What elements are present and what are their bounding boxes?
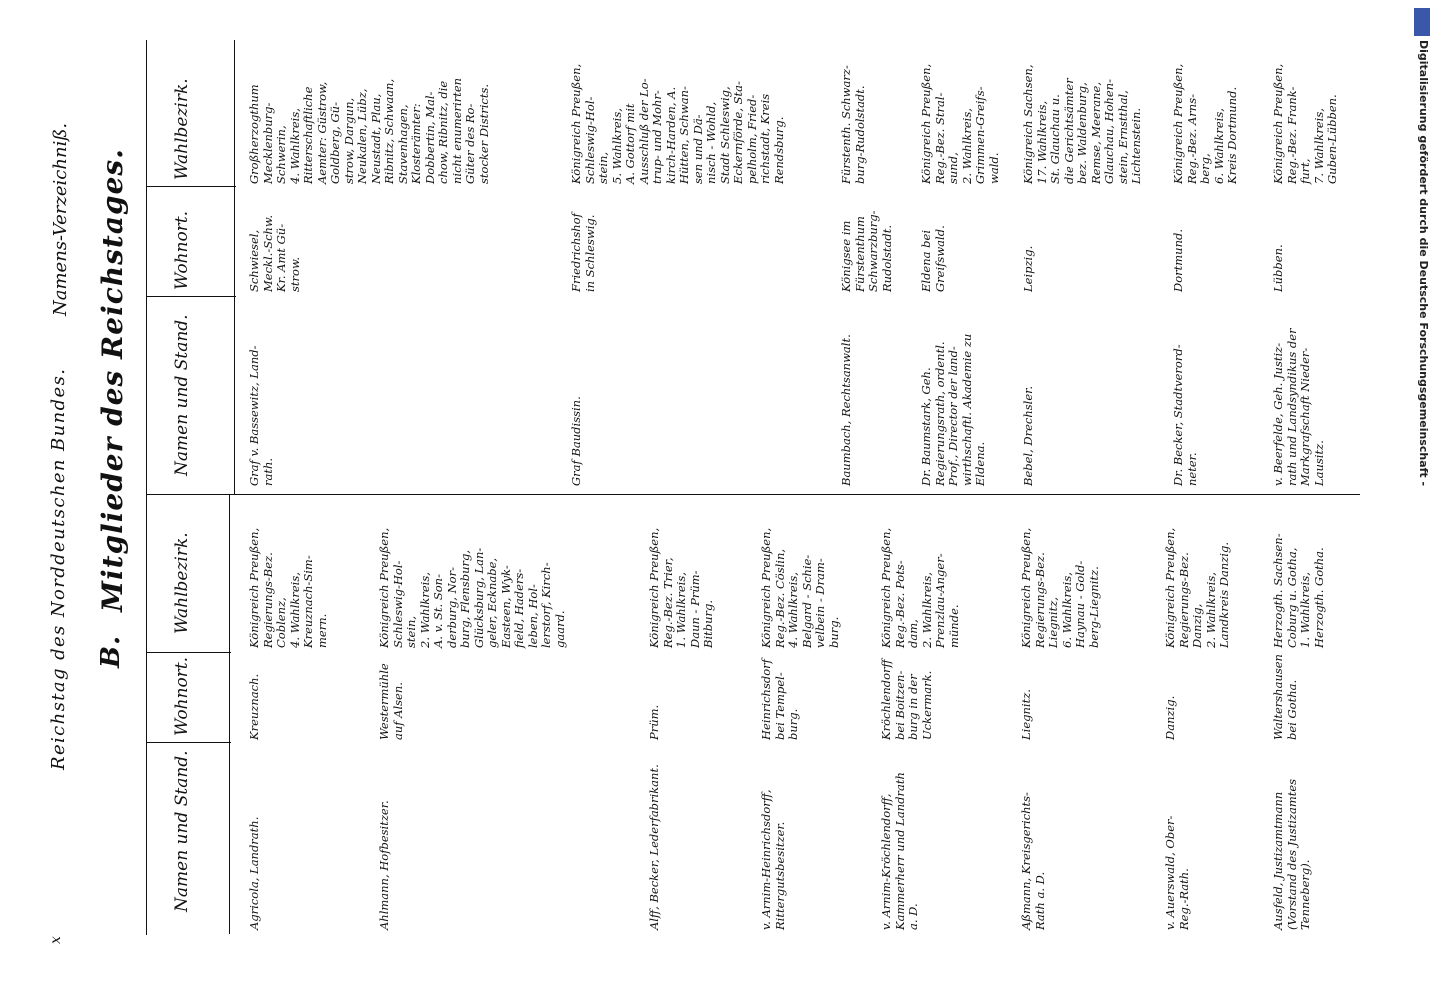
entry-bezirk: Königreich Preußen, Schleswig-Hol- stein, 5. Wahlkreis, A. Gottorf mit Ausschluß der Lo- trup- und Mohr- kirch-Harden, A. Hütten, Schwan- sen und Dä- nisch - Wohld, Stadt Schleswig, Eckernförde, Sta- pelholm, Fried- richstadt, Kreis Rendsburg. bbox=[569, 63, 786, 184]
col-rule-left-1 bbox=[146, 742, 231, 743]
entry-wohnort: Eldena bei Greifswald. bbox=[919, 225, 947, 292]
entry-wohnort: Kreuznach. bbox=[247, 673, 261, 740]
entry-bezirk: Königreich Preußen, Regierungs-Bez. Coblenz, 4. Wahlkreis, Kreuznach-Sim- mern. bbox=[247, 527, 329, 648]
center-divider bbox=[146, 494, 1360, 495]
entry-bezirk: Königreich Preußen, Reg.-Bez. Frank- furt, 7. Wahlkreis, Guben-Lübben. bbox=[1271, 63, 1339, 184]
section-title: Mitglieder des Reichstages. bbox=[96, 148, 129, 612]
entry-name: Alff, Becker, Lederfabrikant. bbox=[647, 764, 661, 930]
entry-bezirk: Königreich Preußen, Reg.-Bez. Trier, 1. Wahlkreis, Daun - Prüm- Bitburg. bbox=[647, 527, 715, 648]
digitization-credit: Digitalisierung gefördert durch die Deutsche Forschungsgemeinschaft - bbox=[1417, 40, 1430, 487]
entry-name: v. Auerswald, Ober- Reg.-Rath. bbox=[1163, 815, 1191, 930]
entry-bezirk: Königreich Preußen, Reg.-Bez. Stral- sund, 2. Wahlkreis, Grimmen-Greifs- wald. bbox=[919, 63, 1001, 184]
col-header-wohnort-left: Wohnort. bbox=[172, 656, 192, 736]
entry-bezirk: Königreich Preußen, Schleswig-Hol- stein, 2. Wahlkreis, A. v. St. Son- derburg, Nor- burg, Flensburg, Glücksburg, Lan- geler, Ecknabe, Easteen, Wyk- field, Haders- leben, Hol- lerstorf, Kirch- gaard. bbox=[377, 527, 567, 648]
running-head-title: Reichstag des Norddeutschen Bundes. bbox=[48, 367, 69, 770]
col-rule-left-2 bbox=[146, 652, 231, 653]
entry-wohnort: Dortmund. bbox=[1171, 229, 1185, 292]
entry-bezirk: Königreich Preußen, Reg.-Bez. Arns- berg, 6. Wahlkreis, Kreis Dortmund. bbox=[1171, 63, 1239, 184]
entry-name: Baumbach, Rechtsanwalt. bbox=[839, 334, 853, 486]
entry-bezirk: Königreich Preußen, Reg.-Bez. Pots- dam, 2. Wahlkreis, Prenzlau-Anger- münde. bbox=[879, 527, 961, 648]
entry-name: Graf v. Bassewitz, Land- rath. bbox=[247, 345, 275, 486]
col-rule-right-1 bbox=[146, 296, 236, 297]
entry-bezirk: Königreich Preußen, Reg.-Bez. Cöslin, 4. Wahlkreis, Belgard - Schie- velbein - Dram- burg. bbox=[759, 527, 841, 648]
entry-bezirk: Herzogth. Sachsen- Coburg u. Gotha, 1. Wahlkreis, Herzogth. Gotha. bbox=[1271, 533, 1326, 648]
page-number: x bbox=[48, 936, 64, 944]
entry-name: Aßmann, Kreisgerichts- Rath a. D. bbox=[1019, 792, 1047, 930]
entry-name: Agricola, Landrath. bbox=[247, 816, 261, 930]
col-header-bezirk-right: Wahlbezirk. bbox=[172, 78, 192, 180]
entry-wohnort: Heinrichsdorf bei Tempel- burg. bbox=[759, 659, 800, 740]
entry-bezirk: Königreich Preußen, Regierungs-Bez. Danzig, 2. Wahlkreis, Landkreis Danzig. bbox=[1163, 527, 1231, 648]
entry-bezirk: Königreich Sachsen, 17. Wahlkreis, St. Glauchau u. die Gerichtsämter bez. Waldenburg, Remse, Meerane, Glauchau, Hohen- stein, Ernstthal, Lichtenstein. bbox=[1021, 64, 1143, 184]
col-header-name-right: Namen und Stand. bbox=[172, 314, 192, 476]
entry-wohnort: Leipzig. bbox=[1021, 245, 1035, 292]
entry-wohnort: Liegnitz. bbox=[1019, 689, 1033, 740]
running-head-right: Namens-Verzeichniß. bbox=[50, 122, 71, 316]
entry-wohnort: Kröchlendorff bei Boitzen- burg in der Uckermark. bbox=[879, 659, 934, 740]
entry-name: Dr. Becker, Stadtverord- neter. bbox=[1171, 344, 1199, 486]
entry-name: Ahlmann, Hofbesitzer. bbox=[377, 800, 391, 930]
entry-bezirk: Großherzogthum Mecklenburg- Schwerin, 4. Wahlkreis, Ritterschaftliche Aemter: Güstrow, Goldberg, Gü- strow, Dargun, Neukalen, Lübz, Neustadt, Plau, Ribnitz, Schwaan, Stavenhagen, Klosterämter: Dobbertin, Mal- chow, Ribnitz, die nicht enumerirten Güter des Ro- stocker Districts. bbox=[247, 77, 491, 184]
header-rule-left-lower bbox=[229, 494, 230, 934]
entry-name: Bebel, Drechsler. bbox=[1021, 385, 1035, 486]
entry-wohnort: Friedrichshof in Schleswig. bbox=[569, 213, 597, 292]
section-letter: B. bbox=[96, 634, 126, 668]
col-header-name-left: Namen und Stand. bbox=[172, 750, 192, 912]
entry-wohnort: Lübben. bbox=[1271, 244, 1285, 292]
entry-wohnort: Prüm. bbox=[647, 704, 661, 740]
entry-bezirk: Königreich Preußen, Regierungs-Bez. Liegnitz, 6. Wahlkreis, Haynau - Gold- berg-Liegnitz. bbox=[1019, 527, 1101, 648]
entry-name: v. Arnim-Heinrichsdorff, Rittergutsbesitzer. bbox=[759, 789, 787, 930]
entry-name: Graf Baudissin. bbox=[569, 396, 583, 486]
entry-wohnort: Königsee im Fürstenthum Schwarzburg- Rudolstadt. bbox=[839, 210, 894, 292]
entry-wohnort: Waltershausen bei Gotha. bbox=[1271, 654, 1299, 740]
dfg-logo bbox=[1414, 8, 1430, 36]
col-header-bezirk-left: Wahlbezirk. bbox=[172, 532, 192, 634]
entry-wohnort: Schwiesel, Meckl.-Schw. Kr. Amt Gü- strow. bbox=[247, 214, 302, 292]
entry-name: Ausfeld, Justizamtmann (Vorstand des Justizamtes Tenneberg). bbox=[1271, 778, 1312, 930]
entry-name: Dr. Baumstark, Geh. Regierungsrath, ordentl. Prof., Director der land- wirthschaftl. Akademie zu Eldena. bbox=[919, 333, 987, 486]
entry-bezirk: Fürstenth. Schwarz- burg-Rudolstadt. bbox=[839, 65, 867, 184]
entry-wohnort: Westermühle auf Alsen. bbox=[377, 663, 405, 740]
entry-wohnort: Danzig. bbox=[1163, 695, 1177, 740]
entry-name: v. Beerfelde, Geh. Justiz- rath und Landsyndikus der Markgrafschaft Nieder- Lausitz. bbox=[1271, 328, 1326, 486]
entry-name: v. Arnim-Kröchlendorff, Kammerherr und Landrath a. D. bbox=[879, 772, 920, 930]
col-header-wohnort-right: Wohnort. bbox=[172, 210, 192, 290]
header-rule-right bbox=[234, 40, 235, 494]
header-rule-left bbox=[146, 40, 147, 935]
col-rule-right-2 bbox=[146, 186, 236, 187]
